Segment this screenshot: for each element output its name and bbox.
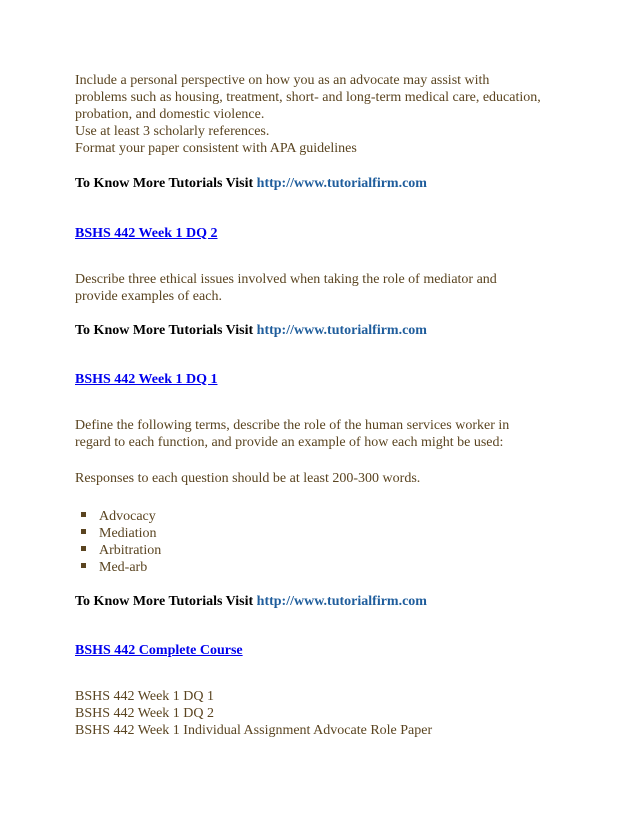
list-item [81, 559, 147, 576]
bullet-icon [81, 546, 86, 551]
bullet-icon [81, 512, 86, 517]
cta-link[interactable]: http://www.tutorialfirm.com [256, 176, 427, 191]
dq1-line-2: regard to each function, and provide an example of how each might be used: [75, 435, 504, 450]
list-item-label: Mediation [99, 526, 157, 541]
cta-link[interactable]: http://www.tutorialfirm.com [256, 594, 427, 609]
heading-dq1[interactable]: BSHS 442 Week 1 DQ 1 [75, 372, 218, 387]
list-item-label: Med-arb [99, 560, 148, 575]
list-item [81, 525, 157, 542]
dq1-note: Responses to each question should be at least 200-300 words. [75, 471, 421, 486]
intro-line-1: Include a personal perspective on how you as an advocate may assist with [75, 73, 490, 88]
cta-label: To Know More Tutorials Visit [75, 176, 254, 191]
cta-label: To Know More Tutorials Visit [75, 323, 254, 338]
list-item-label: Arbitration [99, 543, 162, 558]
intro-line-5: Format your paper consistent with APA guidelines [75, 141, 357, 156]
list-item-label: Advocacy [99, 509, 156, 524]
dq1-line-1: Define the following terms, describe the role of the human services worker in [75, 418, 510, 433]
intro-line-4: Use at least 3 scholarly references. [75, 124, 270, 139]
cta-line-2 [75, 322, 427, 339]
cta-line-1 [75, 175, 427, 192]
cta-label: To Know More Tutorials Visit [75, 594, 254, 609]
list-item [81, 508, 156, 525]
dq2-line-1: Describe three ethical issues involved when taking the role of mediator and [75, 272, 497, 287]
intro-line-2: problems such as housing, treatment, short- and long-term medical care, education, [75, 90, 541, 105]
heading-complete-course[interactable]: BSHS 442 Complete Course [75, 643, 243, 658]
list-item [81, 542, 161, 559]
course-item-1: BSHS 442 Week 1 DQ 1 [75, 689, 215, 704]
bullet-icon [81, 529, 86, 534]
heading-dq2[interactable]: BSHS 442 Week 1 DQ 2 [75, 226, 218, 241]
course-item-3: BSHS 442 Week 1 Individual Assignment Advocate Role Paper [75, 723, 433, 738]
course-item-2: BSHS 442 Week 1 DQ 2 [75, 706, 215, 721]
bullet-icon [81, 563, 86, 568]
intro-line-3: probation, and domestic violence. [75, 107, 265, 122]
dq2-line-2: provide examples of each. [75, 289, 222, 304]
cta-link[interactable]: http://www.tutorialfirm.com [256, 323, 427, 338]
cta-line-3 [75, 593, 427, 610]
